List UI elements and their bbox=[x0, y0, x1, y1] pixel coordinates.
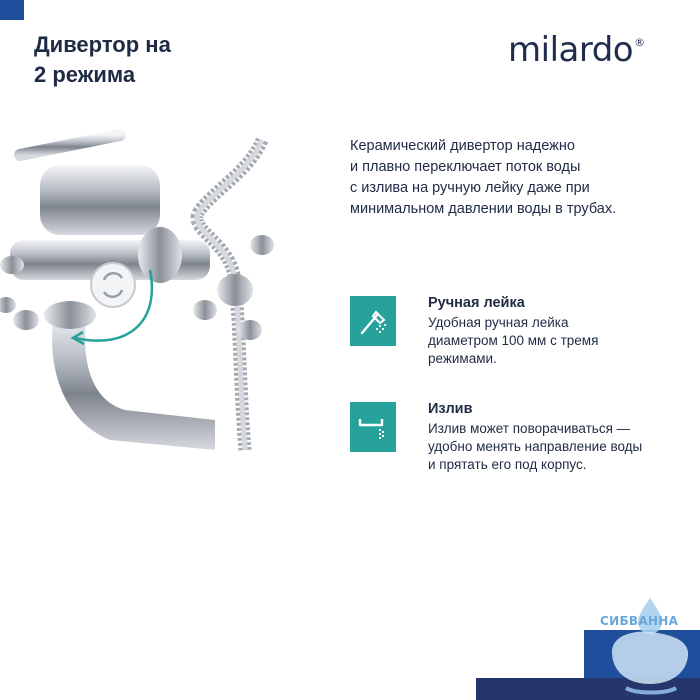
hand-shower-icon bbox=[350, 296, 396, 346]
corner-decoration bbox=[0, 0, 24, 20]
brand-logo bbox=[508, 30, 645, 74]
watermark-logo bbox=[598, 596, 700, 700]
spout-icon bbox=[350, 402, 396, 452]
faucet-image bbox=[0, 130, 290, 460]
feature-description-line: и прятать его под корпус. bbox=[428, 457, 587, 472]
title-line-2: 2 режима bbox=[34, 62, 136, 87]
intro-line: и плавно переключает поток воды bbox=[350, 159, 581, 175]
title-line-1: Дивертор на bbox=[34, 32, 171, 57]
feature-description-line: Удобная ручная лейка bbox=[428, 315, 569, 330]
intro-line: Керамический дивертор надежно bbox=[350, 138, 575, 154]
intro-line: минимальном давлении воды в трубах. bbox=[350, 201, 617, 217]
brand-name: milardo bbox=[508, 30, 634, 70]
watermark-text: СИБВАННА bbox=[600, 614, 679, 628]
page-title bbox=[34, 30, 274, 90]
feature-description-line: удобно менять направление воды bbox=[428, 439, 643, 454]
registered-mark: ® bbox=[634, 36, 645, 49]
feature-title: Ручная лейка bbox=[428, 295, 525, 311]
feature-description-line: диаметром 100 мм с тремя bbox=[428, 333, 599, 348]
feature-title: Излив bbox=[428, 401, 473, 417]
diverter-description bbox=[350, 136, 670, 220]
intro-line: с излива на ручную лейку даже при bbox=[350, 180, 590, 196]
feature-description-line: Излив может поворачиваться — bbox=[428, 421, 631, 436]
feature-description-line: режимами. bbox=[428, 351, 497, 366]
